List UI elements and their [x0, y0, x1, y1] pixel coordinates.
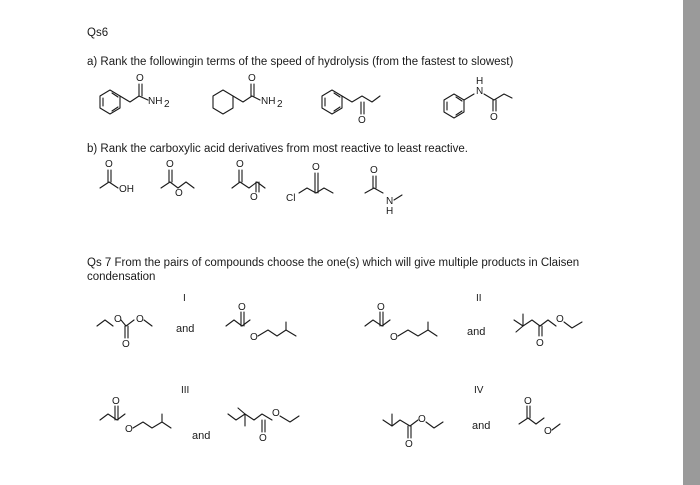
ester-oxygen-label: O — [544, 426, 552, 437]
pair-label-iii: III — [181, 385, 190, 396]
q7-pair-iv-right-ester — [519, 396, 560, 437]
oxygen-label: O — [136, 73, 144, 84]
oxygen-label: O — [377, 302, 385, 313]
pair-label-ii: II — [476, 293, 482, 304]
q6b-structure-3-anhydride — [232, 159, 265, 203]
ester-oxygen-label: O — [418, 414, 426, 425]
q7-pair-i-left-carbonate — [97, 314, 152, 350]
oxygen-label: O — [248, 73, 256, 84]
ester-oxygen-label: O — [125, 424, 133, 435]
oxygen-label: O — [259, 433, 267, 444]
nh2-label: NH — [148, 96, 163, 107]
q6b-structure-5-amide — [365, 165, 402, 217]
nitrogen-label: N — [386, 196, 394, 207]
chlorine-label: Cl — [286, 193, 296, 204]
ester-oxygen-label: O — [390, 332, 398, 343]
anhydride-oxygen-label: O — [250, 192, 258, 203]
q7-pair-i-right-ester — [226, 302, 296, 343]
pair-label-i: I — [183, 293, 186, 304]
q7-pair-iii-right-ester — [228, 408, 299, 444]
question-7-text-line1: Qs 7 From the pairs of compounds choose the one(s) which will give multiple products in Claisen — [87, 257, 580, 269]
oxygen-label: O — [136, 314, 144, 325]
oxygen-label: O — [490, 112, 498, 123]
nh2-subscript: 2 — [277, 99, 283, 110]
hydrogen-label: H — [476, 76, 484, 87]
oxygen-label: O — [536, 338, 544, 349]
pair-i-and: and — [176, 323, 195, 335]
q6a-structure-1-phenylacetamide — [100, 73, 170, 114]
q7-pair-ii-left-ester — [365, 302, 437, 343]
oxygen-label: O — [236, 159, 244, 170]
q6a-structure-3-ketone — [322, 90, 380, 126]
oxygen-label: O — [238, 302, 246, 313]
question-6a-text: a) Rank the followingin terms of the speed of hydrolysis (from the fastest to slowest) — [87, 56, 514, 68]
pair-iv-and: and — [472, 420, 491, 432]
oh-label: OH — [119, 184, 134, 195]
oxygen-label: O — [312, 162, 320, 173]
q7-pair-ii-right-ester — [514, 314, 582, 349]
oxygen-label: O — [114, 314, 122, 325]
pair-label-iv: IV — [474, 385, 484, 396]
oxygen-label: O — [122, 339, 130, 350]
oxygen-label: O — [358, 115, 366, 126]
oxygen-label: O — [524, 396, 532, 407]
nitrogen-label: N — [476, 86, 484, 97]
oxygen-label: O — [112, 396, 120, 407]
window-scrollbar[interactable] — [683, 0, 700, 485]
oxygen-label: O — [166, 159, 174, 170]
q6b-structure-2-ester — [161, 159, 194, 199]
q6b-structure-4-acid-chloride — [286, 162, 333, 204]
q6a-structure-4-anilide — [444, 76, 512, 123]
q6b-structure-1-acid — [100, 159, 134, 195]
ester-oxygen-label: O — [175, 188, 183, 199]
question-7-text-line2: condensation — [87, 271, 156, 283]
q7-pair-iii-left-ester — [100, 396, 171, 435]
pair-ii-and: and — [467, 326, 486, 338]
ester-oxygen-label: O — [250, 332, 258, 343]
question-6b-text: b) Rank the carboxylic acid derivatives from most reactive to least reactive. — [87, 143, 468, 155]
oxygen-label: O — [405, 439, 413, 450]
nh2-label: NH — [261, 96, 276, 107]
ester-oxygen-label: O — [272, 408, 280, 419]
q7-pair-iv-left-ester — [383, 414, 443, 450]
ester-oxygen-label: O — [556, 314, 564, 325]
hydrogen-label: H — [386, 206, 394, 217]
q6a-structure-2-cyclohexylacetamide — [213, 73, 283, 114]
oxygen-label: O — [105, 159, 113, 170]
oxygen-label: O — [370, 165, 378, 176]
question-6-heading: Qs6 — [87, 27, 109, 39]
nh2-subscript: 2 — [164, 99, 170, 110]
pair-iii-and: and — [192, 430, 211, 442]
